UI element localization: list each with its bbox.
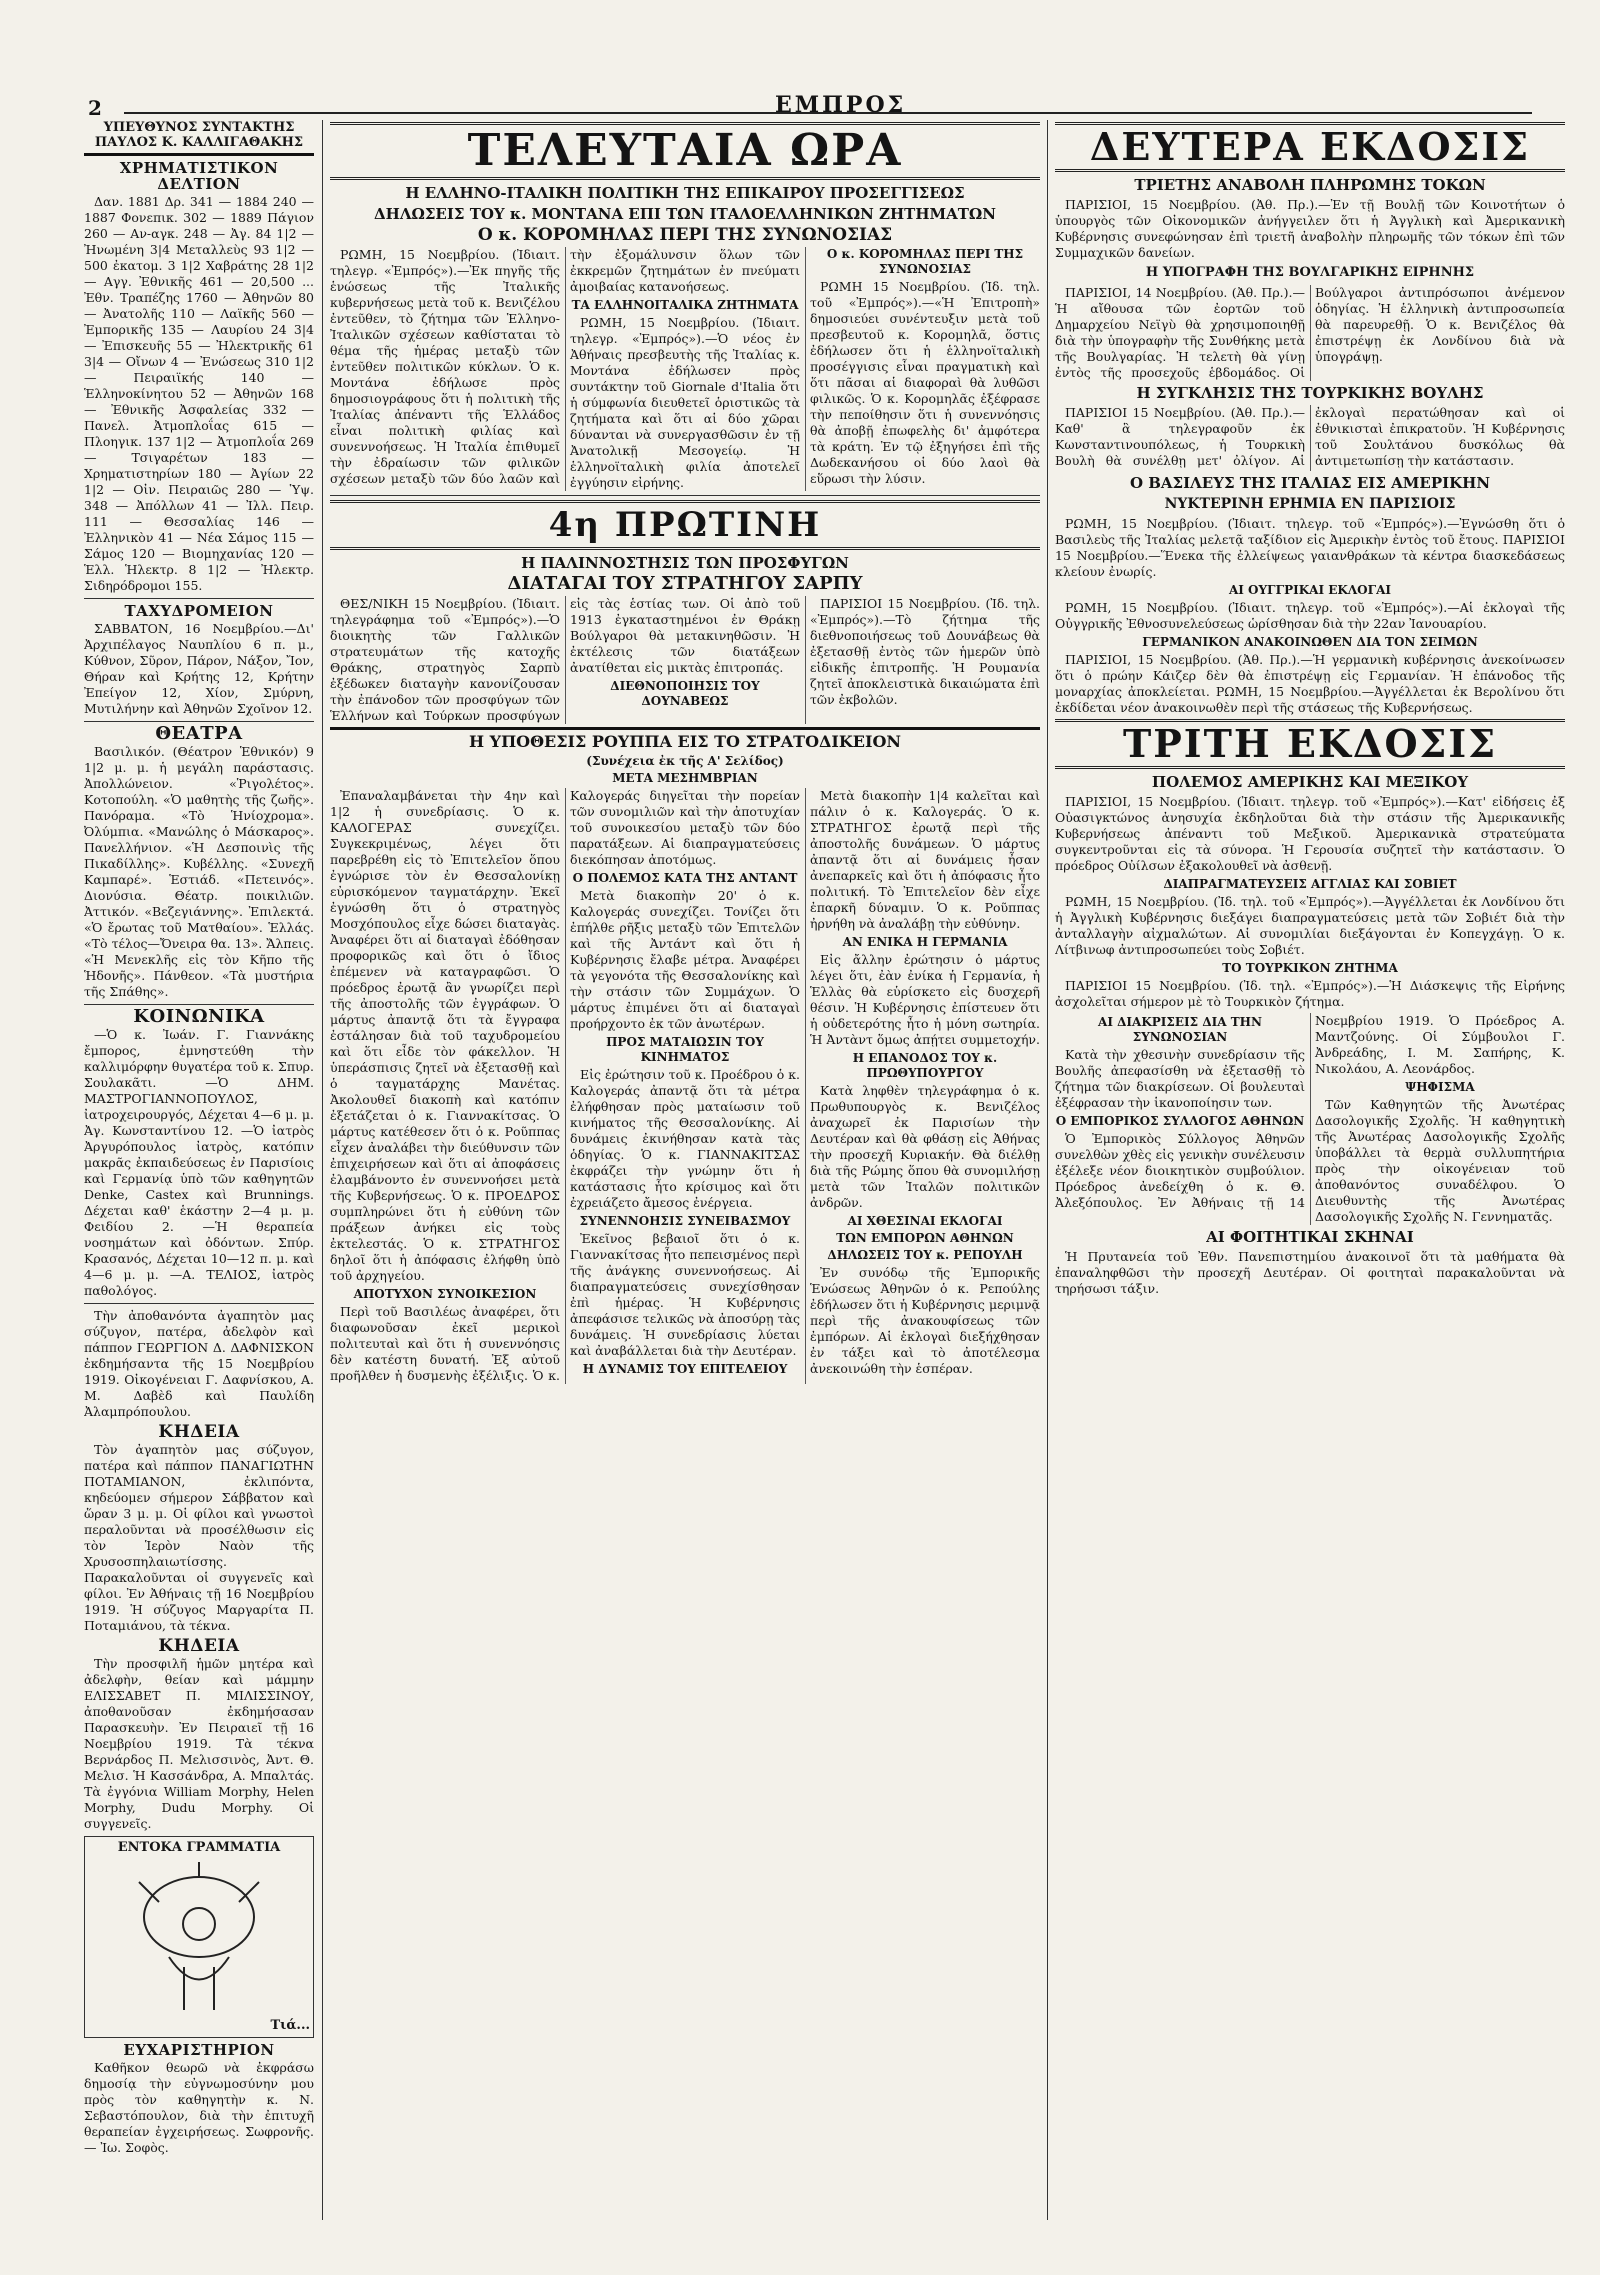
thankyou-title: ΕΥΧΑΡΙΣΤΗΡΙΟΝ — [123, 2041, 275, 2059]
divider — [84, 1303, 314, 1304]
article-subhead: ΤΩΝ ΕΜΠΟΡΩΝ ΑΘΗΝΩΝ — [836, 1231, 1014, 1245]
cartoon-title: ΕΝΤΟΚΑ ΓΡΑΜΜΑΤΙΑ — [117, 1840, 281, 1855]
center-column — [330, 120, 1040, 2220]
headline-sub-2: ΔΗΛΩΣΕΙΣ ΤΟΥ κ. ΜΟΝΤΑΝΑ ΕΠΙ ΤΩΝ ΙΤΑΛΟΕΛΛΗΝΙΚΩΝ ΖΗΤΗΜΑΤΩΝ — [374, 205, 996, 223]
article-text: Ἡ Πρυτανεία τοῦ Ἐθν. Πανεπιστημίου ἀνακοινοῖ ὅτι τὰ μαθήματα θὰ ἐπαναληφθῶσι τὴν προσεχῆ Δευτέραν. Οἱ φοιτηταὶ παρακαλοῦνται νὰ τηρήσωσι τάξιν. — [1055, 1248, 1565, 1296]
last-hour-headline: ΤΕΛΕΥΤΑΙΑ ΩΡΑ — [330, 122, 1040, 180]
article-subhead: ΤΟ ΤΟΥΡΚΙΚΟΝ ΖΗΤΗΜΑ — [1222, 960, 1398, 975]
article-text: Ἐκεῖνος βεβαιοῖ ὅτι ὁ κ. Γιαννακίτσας ἦτο πεπεισμένος περὶ τῆς ἀνάγκης συνεννοήσεως. Αἱ διαπραγματεύσεις συνεχίσθησαν ἐπὶ ἡμέρας. Ἡ Κυβέρνησις ἀπεφάσισε τελικῶς νὰ ἀποσύρῃ τὰς δυνάμεις. Ἡ συνεδρίασις λύεται καὶ ἀναβάλλεται διὰ τὴν Δευτέραν. — [570, 1231, 800, 1358]
sarpy-orders-subhead: ΔΙΑΤΑΓΑΙ ΤΟΥ ΣΤΡΑΤΗΓΟΥ ΣΑΡΠΥ — [507, 573, 863, 594]
turkish-parliament-subhead: Η ΣΥΓΚΛΗΣΙΣ ΤΗΣ ΤΟΥΡΚΙΚΗΣ ΒΟΥΛΗΣ — [1136, 384, 1484, 402]
article-subhead: ΨΗΦΙΣΜΑ — [1405, 1079, 1475, 1094]
article-text: Κατὰ τὴν χθεσινὴν συνεδρίασιν τῆς Βουλῆς ἀπεφασίσθη νὰ ἐξετασθῇ τὸ ζήτημα τῶν διακρίσεων. Οἱ βουλευταὶ ἐξέφρασαν τὴν ἱκανοποίησιν των. — [1055, 1046, 1305, 1110]
financial-bulletin-title: ΧΡΗΜΑΤΙΣΤΙΚΟΝ ΔΕΛΤΙΟΝ — [119, 159, 279, 193]
article-text: Ὁ Ἐμπορικὸς Σύλλογος Ἀθηνῶν συνελθὼν χθὲς εἰς γενικὴν συνέλευσιν ἐξέλεξε νέον διοικητικὸν συμβούλιον. Πρόεδρος ἀνεδείχθη ὁ κ. Θ. Ἀλεξόπουλος. Ἐν Ἀθήναις τῇ 14 Νοεμβρίου 1919. Ὁ Πρόεδρος Α. Μαντζούνης. Οἱ Σύμβουλοι Γ. Ἀνδρεάδης, Ι. Μ. Σαπήρης, Κ. Νικολάου, Α. Λεονάρδος. — [1055, 1012, 1565, 1210]
page-number: 2 — [88, 96, 102, 120]
article-subhead: Η ΔΥΝΑΜΙΣ ΤΟΥ ΕΠΙΤΕΛΕΙΟΥ — [582, 1362, 788, 1376]
divider — [84, 598, 314, 599]
article-text: Ἐν συνόδῳ τῆς Ἐμπορικῆς Ἑνώσεως Ἀθηνῶν ὁ κ. Ρεπούλης ἐδήλωσεν ὅτι ἡ Κυβέρνησις μεριμνᾷ περὶ τῆς ἀνακουφίσεως τῶν ἐμπόρων. Αἱ ἐκλογαὶ διεξήχθησαν ἐν τάξει καὶ τὸ ἀποτέλεσμα ἀνεκοινώθη τὴν ἑσπέραν. — [810, 1265, 1040, 1376]
article-subhead: ΔΗΛΩΣΕΙΣ ΤΟΥ κ. ΡΕΠΟΥΛΗ — [827, 1248, 1023, 1262]
paris-night-subhead: ΝΥΚΤΕΡΙΝΗ ΕΡΗΜΙΑ ΕΝ ΠΑΡΙΣΙΟΙΣ — [1164, 495, 1456, 512]
cartoon-box — [84, 1836, 314, 2038]
divider — [84, 721, 314, 722]
funeral-text: Τὸν ἀγαπητὸν μας σύζυγον, πατέρα καὶ πάππον ΠΑΝΑΓΙΩΤΗΝ ΠΟΤΑΜΙΑΝΟΝ, ἐκλιπόντα, κηδεύομεν σήμερον Σάββατον καὶ ὥραν 3 μ. μ. Οἱ φίλοι καὶ γνωστοὶ περαλοῦνται νὰ προσέλθωσιν εἰς τὸν Ἱερὸν Ναὸν τῆς Χρυσοσπηλαιωτίσσης. Παρακαλοῦνται οἱ συγγενεῖς καὶ φίλοι. Ἐν Ἀθήναις τῇ 16 Νοεμβρίου 1919. Ἡ σύζυγος Μαργαρίτα Π. Ποταμιάνου, τὰ τέκνα. — [84, 1442, 314, 1633]
newspaper-name: ΕΜΠΡΟΣ — [775, 92, 907, 118]
rouppas-trial-headline: Η ΥΠΟΘΕΣΙΣ ΡΟΥΠΠΑ ΕΙΣ ΤΟ ΣΤΡΑΤΟΔΙΚΕΙΟΝ — [468, 732, 902, 751]
article-text: Εἰς ἄλλην ἐρώτησιν ὁ μάρτυς λέγει ὅτι, ἐὰν ἐνίκα ἡ Γερμανία, ἡ Ἑλλὰς θὰ εὑρίσκετο εἰς δυσχερῆ θέσιν. Ἡ Κυβέρνησις ἐπίστευεν ὅτι ἡ οὐδετερότης ἦτο ἡ μόνη σωτηρία. Ἡ Ἀντὰντ ὅμως ἀπῄτει συμμετοχήν. — [810, 952, 1040, 1047]
continued-note: (Συνέχεια ἐκ τῆς Α' Σελίδος) — [586, 754, 784, 768]
right-column — [1055, 120, 1565, 2220]
america-mexico-subhead: ΠΟΛΕΜΟΣ ΑΜΕΡΙΚΗΣ ΚΑΙ ΜΕΞΙΚΟΥ — [1151, 772, 1469, 791]
editor-name: ΠΑΥΛΟΣ Κ. ΚΑΛΛΙΓΑΘΑΚΗΣ — [94, 135, 304, 150]
article-text: Περὶ τοῦ Βασιλέως ἀναφέρει, ὅτι διαφωνοῦσαν ἐκεῖ μερικοὶ πολιτευταὶ καὶ ὅτι ἡ συνεννόησις δὲν κατέστη δυνατή. Ἐξ αὐτοῦ προῆλθεν ἡ δυσμενὴς ἐξέλιξις. Ὁ κ. Καλογεράς διηγεῖται τὴν πορείαν τῶν συνομιλιῶν καὶ τὴν ἀποτυχίαν τοῦ συνοικεσίου μεταξὺ τῶν δύο παρατάξεων. Αἱ διαπραγματεύσεις διεκόπησαν ἀποτόμως. — [330, 788, 800, 1383]
article-text: ΠΑΡΙΣΙΟΙ, 14 Νοεμβρίου. (Ἀθ. Πρ.).—Ἡ αἴθουσα τῶν ἐορτῶν τοῦ Δημαρχείου Νεϊγὺ θὰ χρησιμοποιηθῇ διὰ τὴν ὑπογραφὴν τῆς Συνθήκης μετὰ τῆς Βουλγαρίας. Ἡ τελετὴ θὰ γίνῃ ἐντὸς τῆς προσεχοῦς ἑβδομάδος. Οἱ Βούλγαροι ἀντιπρόσωποι ἀνέμενον ὁδηγίας. Ἡ ἑλληνικὴ ἀντιπροσωπεία θὰ παρευρεθῇ. Ὁ κ. Βενιζέλος θὰ ἐπιστρέψῃ ἐκ Λονδίνου διὰ νὰ ὑπογράψῃ. — [1055, 285, 1565, 380]
funeral-title-2: ΚΗΔΕΙΑ — [158, 1636, 240, 1656]
article-text: ΡΩΜΗ, 15 Νοεμβρίου. (Ἰδ. τηλ. τοῦ «Ἐμπρός»).—Ἀγγέλλεται ἐκ Λονδίνου ὅτι ἡ Ἀγγλικὴ Κυβέρνησις διεξάγει διαπραγματεύσεις μετὰ τῶν Σοβιέτ διὰ τὴν ἀνταλλαγὴν αἰχμαλώτων. Αἱ συνομιλίαι διεξάγονται ἐν Κοπεγχάγῃ. Ὁ κ. Λίτβινωφ ἀντιπροσωπεύει τοὺς Σοβιέτ. — [1055, 893, 1565, 957]
german-communique-subhead: ΓΕΡΜΑΝΙΚΟΝ ΑΝΑΚΟΙΝΩΘΕΝ ΔΙΑ ΤΟΝ ΣΕΙΜΩΝ — [1142, 634, 1478, 649]
divider — [84, 153, 314, 156]
italy-king-headline: Ο ΒΑΣΙΛΕΥΣ ΤΗΣ ΙΤΑΛΙΑΣ ΕΙΣ ΑΜΕΡΙΚΗΝ — [1129, 473, 1491, 492]
article-subhead: Ο ΠΟΛΕΜΟΣ ΚΑΤΑ ΤΗΣ ΑΝΤΑΝΤ — [572, 871, 798, 885]
article-subhead: ΣΥΝΕΝΝΟΗΣΙΣ ΣΥΝΕΙΒΑΣΜΟΥ — [579, 1214, 791, 1228]
article-subhead: ΔΙΕΘΝΟΠΟΙΗΣΙΣ ΤΟΥ ΔΟΥΝΑΒΕΩΣ — [610, 679, 760, 708]
article-text: ΘΕΣ/ΝΙΚΗ 15 Νοεμβρίου. (Ἰδιαιτ. τηλεγράφημα τοῦ «Ἐμπρός»).—Ὁ διοικητὴς τῶν Γαλλικῶν στρατευμάτων τῆς κατοχῆς Θράκης, στρατηγὸς Σαρπὺ ἐξέδωκεν διαταγὴν κανονίζουσαν τὴν ἐπάνοδον τῶν προσφύγων τῶν Ἑλλήνων καὶ Τούρκων προσφύγων εἰς τὰς ἑστίας των. Οἱ ἀπὸ τοῦ 1913 ἐγκαταστημένοι ἐν Θράκῃ Βούλγαροι θὰ μετακινηθῶσιν. Ἡ ἐκτέλεσις τῶν διατάξεων ἀνατίθεται εἰς μικτὰς ἐπιτροπάς. — [330, 596, 800, 723]
left-column — [84, 120, 314, 2220]
article-text: Ἐπαναλαμβάνεται τὴν 4ην καὶ 1|2 ἡ συνεδρίασις. Ὁ κ. ΚΑΛΟΓΕΡΑΣ συνεχίζει. Συγκεκριμένως, λέγει ὅτι παρεβρέθη εἰς τὸ Ἐπιτελεῖον ὅπου ἐγνώρισε τὸν ἐν Θεσσαλονίκῃ εὐρισκόμενον ταγματάρχην. Ἐκεῖ ἐγνώσθη ὅτι ὁ στρατηγὸς Μοσχόπουλος εἶχε δώσει διαταγὰς. Ἀναφέρει ὅτι αἱ διαταγαὶ ἐδόθησαν προφορικῶς καὶ ὅτι ὁ ἴδιος ἐπέμενεν νὰ καταγραφῶσι. Ὁ πρόεδρος ἐρωτᾷ ἂν γνωρίζει περὶ τῆς ἀποστολῆς τῶν ἐγγράφων. Ὁ μάρτυς ἀπαντᾷ ὅτι τὰ ἔγγραφα ἐστάλησαν διὰ τοῦ ταχυδρομείου καὶ ὅτι εἶδε τὸν φάκελλον. Ἡ ὑπεράσπισις ζητεῖ νὰ ἐξετασθῇ καὶ ὁ ταγματάρχης Μανέτας. Ἀκολουθεῖ διακοπὴ καὶ κατόπιν ἐξετάζεται ὁ κ. Γιαννακίτσας. Ὁ μάρτυς κατέθεσεν ὅτι ὁ κ. Ροῦππας εἶχεν ἀναλάβει τὴν διεύθυνσιν τῶν ἐπιχειρήσεων καὶ ὅτι αἱ ἀποφάσεις ἐλαμβάνοντο ἐν συνεννοήσει μετὰ τῆς Κυβερνήσεως. Ὁ κ. ΠΡΟΕΔΡΟΣ συμπληρώνει ὅτι ἡ εὐθύνη τῶν πράξεων ἀνήκει εἰς τοὺς ἐκτελεστάς. Ὁ κ. ΣΤΡΑΤΗΓΟΣ δηλοῖ ὅτι ἡ ἀπόφασις ἐλήφθη ὑπὸ τοῦ ἀρχηγείου. — [330, 788, 560, 1283]
column-divider — [1047, 120, 1048, 2220]
masthead-bar — [40, 92, 1560, 120]
notice-text: Τὴν ἀποθανόντα ἀγαπητὸν μας σύζυγον, πατέρα, ἀδελφὸν καὶ πάππον ΓΕΩΡΓΙΟΝ Δ. ΔΑΦΝΙΣΚΟΝ ἐκδημήσαντα τῆς 15 Νοεμβρίου 1919. Οἰκογένειαι Γ. Δαφνίσκου, Α. Μ. Δαβὲδ καὶ Παυλίδη Ἀλαμπρόπουλου. — [84, 1308, 314, 1419]
article-body — [330, 247, 1040, 491]
article-body — [330, 596, 1040, 724]
article-body — [1055, 285, 1565, 381]
article-text: ΠΑΡΙΣΙΟΙ, 15 Νοεμβρίου. (Ἀθ. Πρ.).—Ἡ γερμανικὴ κυβέρνησις ἀνεκοίνωσεν ὅτι ὁ πρώην Κάιζερ δὲν θὰ ἐπιστρέψῃ εἰς Γερμανίαν. Ἡ ἐπάνοδος τῆς μοναρχίας ἀποκλείεται. ΡΩΜΗ, 15 Νοεμβρίου.—Ἀγγέλλεται ἐκ Βερολίνου ὅτι ἐκδίδεται νέον ἀνακοινωθὲν περὶ τῆς στάσεως τῆς Κυβερνήσεως. — [1055, 651, 1565, 715]
article-text: ΠΑΡΙΣΙΟΙ 15 Νοεμβρίου. (Ἰδ. τηλ. «Ἐμπρός»).—Ἡ Διάσκεψις τῆς Εἰρήνης ἀσχολεῖται σήμερον μὲ τὸ Τουρκικὸν ζήτημα. — [1055, 977, 1565, 1009]
article-subhead: Ο κ. ΚΟΡΟΜΗΛΑΣ ΠΕΡΙ ΤΗΣ ΣΥΝΩΝΟΣΙΑΣ — [826, 247, 1024, 276]
funeral-title: ΚΗΔΕΙΑ — [158, 1422, 240, 1442]
article-subhead: ΑΙ ΧΘΕΣΙΝΑΙ ΕΚΛΟΓΑΙ — [847, 1214, 1003, 1228]
bulgarian-peace-subhead: Η ΥΠΟΓΡΑΦΗ ΤΗΣ ΒΟΥΛΓΑΡΙΚΗΣ ΕΙΡΗΝΗΣ — [1145, 265, 1475, 280]
theatres-title: ΘΕΑΤΡΑ — [155, 723, 243, 744]
article-text: Τῶν Καθηγητῶν τῆς Ἀνωτέρας Δασολογικῆς Σχολῆς. Ἡ καθηγητικὴ τῆς Ἀνωτέρας Δασολογικῆς Σχολῆς ὑποβάλλει τὰ θερμὰ συλλυπητήρια πρὸς τὴν οἰκογένειαν τοῦ ἀποθανόντος συναδέλφου. Ὁ Διευθυντὴς τῆς Ἀνωτέρας Δασολογικῆς Σχολῆς Ν. Γεννηματᾶς. — [1315, 1096, 1565, 1224]
theatres-text: Βασιλικόν. (Θέατρον Ἑθνικόν) 9 1|2 μ. μ. ἡ μεγάλη παράστασις. Ἀπολλώνειον. «Ῥιγολέτος». Κοτοπούλη. «Ὁ μαθητὴς τῆς ζωῆς». Πανόραμα. «Τὸ Ἡνίοχρομα». Ὀλύμπια. «Μανώλης ὁ Μάσκαρος». Πανελλήνιον. «Ἡ Δεσποινὶς τῆς Πικαδίλλης». Κυβέλλης. «Συνεχῆ Καμπαρέ». Ἑστιάδ. «Πετεινός». Διονύσια. Θέατρ. ποικιλιῶν. Ἀττικόν. «Βεζεγιάννης». Ἐπιλεκτά. «Ὁ ἔρωτας τοῦ Ματθαίου». Ἑλλάς. «Τὸ τέλος—Ὄνειρα θα. 13». Ἄλπεις. «Ἡ Μενεκλῆς εἰς τὸν Κῆπο τῆς Ἡδονῆς». Πάνθεον. «Τὰ μυστήρια τῆς Σπάθης». — [84, 744, 314, 999]
england-soviet-subhead: ΔΙΑΠΡΑΓΜΑΤΕΥΣΕΙΣ ΑΓΓΛΙΑΣ ΚΑΙ ΣΟΒΙΕΤ — [1163, 876, 1457, 891]
refugees-subhead: Η ΠΑΛΙΝΝΟΣΤΗΣΙΣ ΤΩΝ ΠΡΟΣΦΥΓΩΝ — [521, 554, 849, 572]
editor-label: ΥΠΕΥΘΥΝΟΣ ΣΥΝΤΑΚΤΗΣ — [103, 120, 295, 135]
article-subhead: ΠΡΟΣ ΜΑΤΑΙΩΣΙΝ ΤΟΥ ΚΙΝΗΜΑΤΟΣ — [606, 1035, 764, 1064]
article-text: Μετὰ διακοπὴν 1|4 καλεῖται καὶ πάλιν ὁ κ. Καλογεράς. Ὁ κ. ΣΤΡΑΤΗΓΟΣ ἐρωτᾷ περὶ τῆς ἀποστολῆς δυνάμεων. Ὁ μάρτυς ἀπαντᾷ ὅτι αἱ δυνάμεις ἦσαν ἀνεπαρκεῖς καὶ ὅτι ἡ ἀπόφασις ἦτο πολιτική. Τὸ Ἐπιτελεῖον δὲν εἶχε ἐπαρκῆ δύναμιν. Ὁ κ. Ροῦππας ἠρνήθη νὰ ἀναλάβῃ τὴν εὐθύνην. — [810, 788, 1040, 931]
thankyou-text: Καθῆκον θεωρῶ νὰ ἐκφράσω δημοσίᾳ τὴν εὐγνωμοσύνην μου πρὸς τὸν καθηγητὴν κ. Ν. Σεβαστόπουλον, διὰ τὴν ἐπιτυχῆ θεραπείαν ἐγχειρήσεως. Σωφρονῆς. — Ἰω. Σοφὸς. — [84, 2060, 314, 2155]
article-subhead: ΑΙ ΔΙΑΚΡΙΣΕΙΣ ΔΙΑ ΤΗΝ ΣΥΝΩΝΟΣΙΑΝ — [1098, 1014, 1262, 1044]
article-text: ΡΩΜΗ, 15 Νοεμβρίου. (Ἰδιαιτ. τηλεγρ. «Ἐμπρός»).—Ὁ νέος ἐν Ἀθήναις πρεσβευτὴς τῆς Ἰταλίας κ. Μοντάνα ἐδήλωσεν πρὸς συντάκτην τοῦ Giornale d'Italia ὅτι ἡ σύμφωνία διευθετεῖ ὁριστικῶς τὰ ζητήματα καὶ ὅτι αἱ δύο χῶραι δύνανται νὰ συνεργασθῶσιν ἐν τῇ Ἀνατολικῇ Μεσογείῳ. Ἡ ἑλληνοϊταλικὴ φιλία ἀποτελεῖ ἐγγύησιν εἰρήνης. — [570, 315, 800, 490]
article-text: ΠΑΡΙΣΙΟΙ 15 Νοεμβρίου. (Ἀθ. Πρ.).—Καθ' ἃ τηλεγραφοῦν ἐκ Κωνσταντινουπόλεως, ἡ Τουρκικὴ Βουλὴ θὰ συνέλθῃ μετ' ὀλίγον. Αἱ ἐκλογαὶ περατώθησαν καὶ οἱ ἐθνικισταὶ ἐπικρατοῦν. Ἡ Κυβέρνησις τοῦ Σουλτάνου δυσκόλως θὰ ἀντιμετωπίσῃ τὴν κατάστασιν. — [1055, 405, 1565, 468]
article-text: Μετὰ διακοπὴν 20' ὁ κ. Καλογεράς συνεχίζει. Τονίζει ὅτι ἐπήλθε ρῆξις μεταξὺ τῶν Ἐπιτελῶν καὶ τῆς Ἀντάντ καὶ ὅτι ἡ Κυβέρνησις ἔλαβε μέτρα. Ἀναφέρει τὰ γεγονότα τῆς Θεσσαλονίκης καὶ τὴν στάσιν τῶν Συμμάχων. Ὁ μάρτυς ἐπιμένει ὅτι αἱ διαταγαὶ προήρχοντο ἐκ τῶν ἀνωτέρων. — [570, 888, 800, 1031]
afternoon-subhead: ΜΕΤΑ ΜΕΣΗΜΒΡΙΑΝ — [612, 771, 758, 785]
third-edition-headline: ΤΡΙΤΗ ΕΚΔΟΣΙΣ — [1055, 719, 1565, 769]
divider — [330, 495, 1040, 496]
article-text: Κατὰ ληφθὲν τηλεγράφημα ὁ κ. Πρωθυπουργὸς κ. Βενιζέλος ἀναχωρεῖ ἐκ Παρισίων τὴν Δευτέραν καὶ θὰ φθάσῃ εἰς Ἀθήνας τὴν προσεχῆ Κυριακήν. Θὰ διέλθῃ διὰ τῆς Ρώμης ὅπου θὰ συνομιλήσῃ μετὰ τῶν Ἰταλῶν πολιτικῶν ἀνδρῶν. — [810, 1083, 1040, 1210]
article-body — [1055, 405, 1565, 471]
article-text: Εἰς ἐρώτησιν τοῦ κ. Προέδρου ὁ κ. Καλογεράς ἀπαντᾷ ὅτι τὰ μέτρα ἐλήφθησαν πρὸς ματαίωσιν τοῦ κινήματος τῆς Θεσσαλονίκης. Αἱ δυνάμεις ἐκινήθησαν κατὰ τὰς ὁδηγίας. Ὁ κ. ΓΙΑΝΝΑΚΙΤΣΑΣ ἐκφράζει τὴν γνώμην ὅτι ἡ κατάστασις ἦτο κρίσιμος καὶ ὅτι ἐχρειάζετο ἄμεσος ἐνέργεια. — [570, 1067, 800, 1210]
article-body — [330, 788, 1040, 1384]
headline-sub-1: Η ΕΛΛΗΝΟ-ΙΤΑΛΙΚΗ ΠΟΛΙΤΙΚΗ ΤΗΣ ΕΠΙΚΑΙΡΟΥ ΠΡΟΣΕΓΓΙΣΕΩΣ — [405, 184, 965, 202]
article-subhead: Η ΕΠΑΝΟΔΟΣ ΤΟΥ κ. ΠΡΩΘΥΠΟΥΡΓΟΥ — [852, 1051, 998, 1080]
post-office-text: ΣΑΒΒΑΤΟΝ, 16 Νοεμβρίου.—Δι' Ἀρχιπέλαγος Ναυπλίου 6 π. μ., Κύθνον, Σῦρον, Πάρον, Νάξον, Ἴον, Θήραν καὶ Κρήτης 12, Κρήτην Ἐπείγον 12, Χίον, Σμύρνη, Μυτιλήνην καὶ Ἀθηνῶν Σχοῖνον 12. — [84, 621, 314, 716]
funeral-text-2: Τὴν προσφιλῆ ἡμῶν μητέρα καὶ ἀδελφὴν, θείαν καὶ μάμμην ΕΛΙΣΣΑΒΕΤ Π. ΜΙΛΙΣΣΙΝΟΥ, ἀποθανοῦσαν ἐκδημήσασαν Παρασκευὴν. Ἐν Πειραιεῖ τῇ 16 Νοεμβρίου 1919. Τὰ τέκνα Βερνάρδος Π. Μελισσινὸς, Ἀντ. Θ. Μελισ. Ἡ Κασσάνδρα, Α. Μπαλτάς. Τὰ ἐγγόνια William Morphy, Helen Morphy, Dudu Morphy. Οἱ συγγενεῖς. — [84, 1656, 314, 1831]
divider — [330, 727, 1040, 730]
article-text: ΡΩΜΗ 15 Νοεμβρίου. (Ἰδ. τηλ. τοῦ «Ἐμπρός»).—«Ἡ Ἐπιτροπὴ» δημοσιεύει συνέντευξιν μετὰ τοῦ πρεσβευτοῦ κ. Κορομηλᾶ, ὅστις ἐδήλωσεν ὅτι ἡ ἑλληνοϊταλικὴ προσέγγισις εἶναι πραγματικὴ καὶ ὅτι πᾶσαι αἱ διαφοραὶ θὰ λυθῶσι φιλικῶς. Ὁ κ. Κορομηλᾶς ἐξέφρασε τὴν πεποίθησιν ὅτι ἡ συνεννόησις θὰ ἀποβῇ ἐπωφελὴς δι' ἀμφότερα τὰ κράτη. Ἐν τῷ ἐξηγήσει ἐπὶ τῆς Δωδεκανήσου οἱ δύο λαοὶ θὰ εὕρωσι τὴν λύσιν. — [810, 279, 1040, 486]
article-subhead: ΑΠΟΤΥΧΟΝ ΣΥΝΟΙΚΕΣΙΟΝ — [353, 1287, 537, 1301]
second-edition-headline: ΔΕΥΤΕΡΑ ΕΚΔΟΣΙΣ — [1055, 122, 1565, 172]
article-text: ΡΩΜΗ, 15 Νοεμβρίου. (Ἰδιαιτ. τηλεγρ. τοῦ «Ἐμπρός»).—Ἐγνώσθη ὅτι ὁ Βασιλεὺς τῆς Ἰταλίας μελετᾷ ταξίδιον εἰς Ἀμερικὴν ἐντὸς τοῦ ἔτους. ΠΑΡΙΣΙΟΙ 15 Νοεμβρίου.—Ἕνεκα τῆς ἐλλείψεως γαιανθράκων τὰ κέντρα διασκεδάσεως κλείουν ἐνωρίς. — [1055, 515, 1565, 579]
article-text: ΠΑΡΙΣΙΟΙ 15 Νοεμβρίου. (Ἰδ. τηλ. «Ἐμπρός»).—Τὸ ζήτημα τῆς διεθνοποιήσεως τοῦ Δουνάβεως θὰ ἐξετασθῇ ἐντὸς τῶν ἡμερῶν ὑπὸ εἰδικῆς ἐπιτροπῆς. Ἡ Ρουμανία ζητεῖ ἀποκλειστικὰ δικαιώματα ἐπὶ τῶν ἐκβολῶν. — [810, 596, 1040, 707]
article-text: ΠΑΡΙΣΙΟΙ, 15 Νοεμβρίου. (Ἰδιαιτ. τηλεγρ. τοῦ «Ἐμπρός»).—Κατ' εἰδήσεις ἐξ Οὐασιγκτώνος ἀνησυχία ἐκδηλοῦται διὰ τὴν στάσιν τῆς Ἀμερικανικῆς Κυβερνήσεως ἀπέναντι τοῦ Μεξικοῦ. Ἀμερικανικὰ στρατεύματα συγκεντροῦνται εἰς τὰ σύνορα. Ἡ Γερουσία συζητεῖ τὴν κατάστασιν. Ὁ πρόεδρος Οὐίλσων ἐξακολουθεῖ νὰ ἀσθενῇ. — [1055, 793, 1565, 873]
cartoon-caption: Τιά... — [270, 2018, 310, 2033]
social-text: —Ὁ κ. Ἰωάν. Γ. Γιαννάκης ἔμπορος, ἐμνηστεύθη τὴν καλλιμόρφην θυγατέρα τοῦ κ. Σπυρ. Σουλακᾶτι. —Ὁ ΔΗΜ. ΜΑΣΤΡΟΓΙΑΝΝΟΠΟΥΛΟΣ, ἰατροχειρουργός, Δέχεται 4—6 μ. μ. Ἀγ. Κωνσταντίνου 12. —Ὁ ἰατρὸς Ἀργυρόπουλος ἰατρὸς, κατόπιν μακρᾶς ἐκπαιδεύσεως ἐν Παρισίοις καὶ Γερμανίᾳ ὑπὸ τῶν καθηγητῶν Denke, Castex καὶ Brunnings. Δέχεται καθ' ἑκάστην 2—4 μ. μ. Φειδίου 2. —Ἡ θεραπεία νοσημάτων καὶ ὀδόντων. Σπύρ. Κρασανός, Δέχεται 10—12 π. μ. καὶ 4—6 μ. μ. —Α. ΤΕΛΙΟΣ, ἰατρὸς παθολόγος. — [84, 1027, 314, 1298]
divider — [84, 1004, 314, 1005]
interest-deferral-subhead: ΤΡΙΕΤΗΣ ΑΝΑΒΟΛΗ ΠΛΗΡΩΜΗΣ ΤΟΚΩΝ — [1134, 176, 1486, 194]
student-scenes-subhead: ΑΙ ΦΟΙΤΗΤΙΚΑΙ ΣΚΗΝΑΙ — [1206, 1227, 1414, 1246]
article-subhead: ΑΝ ΕΝΙΚΑ Η ΓΕΡΜΑΝΙΑ — [842, 935, 1008, 949]
cartoon-drawing-icon — [99, 1862, 299, 2012]
article-subhead: Ο ΕΜΠΟΡΙΚΟΣ ΣΥΛΛΟΓΟΣ ΑΘΗΝΩΝ — [1055, 1113, 1305, 1128]
social-title: ΚΟΙΝΩΝΙΚΑ — [133, 1006, 265, 1027]
article-text: ΠΑΡΙΣΙΟΙ, 15 Νοεμβρίου. (Ἀθ. Πρ.).—Ἐν τῇ Βουλῇ τῶν Κοινοτήτων ὁ ὑπουργὸς τῶν Οἰκονομικῶν ἀνήγγειλεν ὅτι ἡ Ἀγγλικὴ καὶ Ἀμερικανικὴ Κυβέρνησις συνεφώνησαν ἐπὶ τριετῆ ἀναβολὴν πληρωμῆς τῶν τόκων ἐπὶ τῶν Συμμαχικῶν δανείων. — [1055, 197, 1565, 260]
hungarian-elections-subhead: ΑΙ ΟΥΓΓΡΙΚΑΙ ΕΚΛΟΓΑΙ — [1228, 582, 1392, 597]
post-office-title: ΤΑΧΥΔΡΟΜΕΙΟΝ — [124, 602, 274, 620]
headline-sub-3: Ο κ. ΚΟΡΟΜΗΛΑΣ ΠΕΡΙ ΤΗΣ ΣΥΝΩΝΟΣΙΑΣ — [477, 225, 893, 245]
article-text: ΡΩΜΗ, 15 Νοεμβρίου. (Ἰδιαιτ. τηλεγρ. «Ἐμπρός»).—Ἐκ πηγῆς τῆς ἑνώσεως τῆς Ἰταλικῆς κυβερνήσεως μετὰ τοῦ κ. Βενιζέλου ἐντεῦθεν, τὸ ζήτημα τῶν Ἑλληνο-Ἰταλικῶν σχέσεων καθίσταται τὸ θέμα τῆς ἡμέρας μεταξὺ τῶν ἐντεῦθεν πολιτικῶν κύκλων. Ὁ κ. Μοντάνα ἐδήλωσε πρὸς δημοσιογράφους ὅτι ἡ πολιτικὴ τῆς Ἰταλίας ἀπέναντι τῆς Ἑλλάδος εἶναι πολιτικὴ φιλίας καὶ συνεννοήσεως. Ἡ Ἰταλία ἐπιθυμεῖ τὴν ἐδραίωσιν τῶν φιλικῶν σχέσεων μεταξὺ τῶν δύο λαῶν καὶ τὴν ἐξομάλυνσιν ὅλων τῶν ἐκκρεμῶν ζητημάτων ἐν πνεύματι ἀμοιβαίας κατανοήσεως. — [330, 247, 800, 486]
article-subhead: ΤΑ ΕΛΛΗΝΟΙΤΑΛΙΚΑ ΖΗΤΗΜΑΤΑ — [571, 298, 799, 312]
article-text: ΡΩΜΗ, 15 Νοεμβρίου. (Ἰδιαιτ. τηλεγρ. τοῦ «Ἐμπρός»).—Αἱ ἐκλογαὶ τῆς Οὐγγρικῆς Ἐθνοσυνελεύσεως ὡρίσθησαν διὰ τὴν 22αν Ἰανουαρίου. — [1055, 599, 1565, 631]
cartoon-illustration — [99, 1862, 299, 2012]
fourth-morning-headline: 4η ΠΡΩΤΙΝΗ — [330, 500, 1040, 550]
column-divider — [322, 120, 323, 2220]
top-rule — [124, 112, 1532, 114]
financial-bulletin-text: Δαν. 1881 Δρ. 341 — 1884 240 — 1887 Φονεπικ. 302 — 1889 Πάγιον 260 — Αν-αγκ. 248 — Ἀγ. 84 1|2 — Ἠνωμένη 3|4 Μεταλλεὺς 93 1|2 — 500 ἐκατομ. 3 1|2 Χαβράτης 28 1|2 — Αγγ. Ἐθνικῆς 461 — 20,500 ... Ἐθν. Τραπέζης 1760 — Ἀθηνῶν 80 — Ἀνατολῆς 110 — Λαϊκῆς 560 — Ἐμπορικῆς 135 — Λαυρίου 24 3|4 — Ἐπισκευῆς 55 — Ἠλεκτρικῆς 61 3|4 — Οἴνων 4 — Ἐνώσεως 310 1|2 — Πειραιϊκής 140 — Ἑλληνοκίνητου 52 — Ἀθηνῶν 168 — Ἐθνικῆς Ἀσφαλείας 332 — Πανελ. Ἀτμοπλοΐας 615 — Πλοηγικ. 137 1|2 — Ἀτμοπλοΐα 269 — Τσιγαρέτων 183 — Χρηματιστηρίων 180 — Ἀγίων 22 1|2 — Οἰν. Πειραιῶς 280 — Ὑψ. 348 — Ἀπόλλων 41 — Ἰλλ. Πειρ. 111 — Θεσσαλίας 146 — Ἐλληνικὸν 41 — Νέα Σάμος 115 — Σάμος 120 — Βιομηχανίας 120 — Ἑλλ. Ἡλεκτρ. 8 1|2 — Ἠλεκτρ. Σιδηρόδρομοι 155. — [84, 194, 314, 593]
article-body — [1055, 1013, 1565, 1225]
